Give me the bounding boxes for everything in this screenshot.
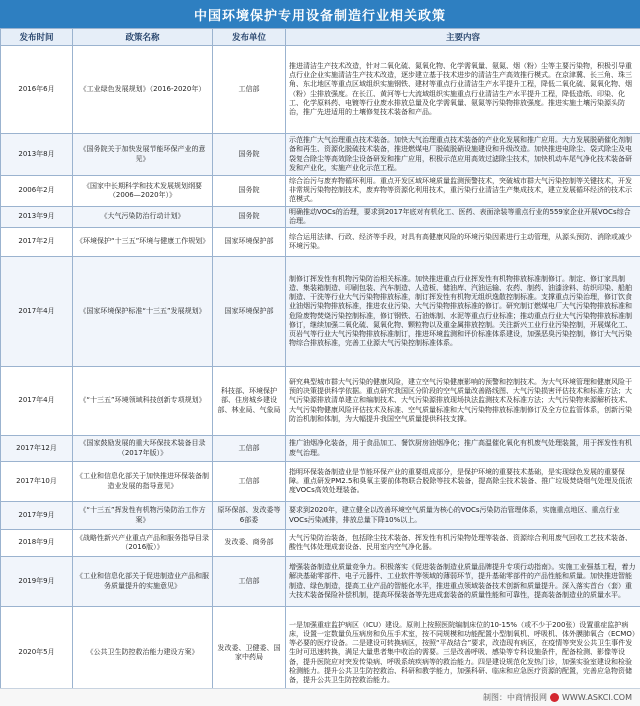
cell-policy-name: 《“十三五”环境领域科技创新专项规划》: [73, 367, 213, 436]
cell-content: 指明环保装备制造业是节能环保产业的重要组成部分，是保护环境的重要技术基础，是实现绿色发展的重要保障。重点研发PM2.5和臭氧主要前体物联合脱除等技术装备，提高除尘技术装备、推广垃圾焚烧烟气处理及低浓度VOCs高效处理装备。: [286, 462, 640, 502]
cell-date: 2006年2月: [1, 176, 73, 207]
cell-content: 研究典型城市群大气污染的健康风险，建立空气污染健康影响的预警和控制技术。为大气环境管理和健康风险干预的决策提供科学依据。重点研究我国区分阶段的空气质量改善路线图、大气污染损害评估技术和标准方法；大气污染源排放清单建立和编制技术、大气污染源排放现场执法监测技术及标准方法；大气污染物来源解析技术、大气污染物健康风险评估技术及标准、空气质量标准和大气污染物排放标准制修订及全方位监管体系，创新污染防治机制和体制，为大幅提升我国空气质量提供科技支撑。: [286, 367, 640, 436]
cell-date: 2017年4月: [1, 257, 73, 367]
table-header-row: [1, 29, 640, 46]
table-row: [1, 502, 640, 530]
cell-content: 推进清洁生产技术改造，针对二氧化硫、氮氧化物、化学需氧量、氨氮、烟（粉）尘等主要污染物，积极引导重点行业企业实施清洁生产技术改造，逐步建立基于技术进步的清洁生产高效推行模式。在京津冀、长三角、珠三角、东北地区等重点区域组织实施钢铁、建材等重点行业清洁生产水平提升工程，降低二氧化硫、氮氧化物、烟（粉）尘排放强度。在长江、黄河等七大流域组织实施重点行业清洁生产水平提升工程，降低造纸、印染、化工、化学原料药、电镀等行业废水排放总量及化学需氧量、氨氮等污染物排放强度。推进实施土壤污染源头防治，推广先进适用的土壤修复技术装备和产品。: [286, 46, 640, 134]
cell-policy-name: 《工业和信息化部关于促进制造业产品和服务质量提升的实施意见》: [73, 557, 213, 607]
cell-policy-name: 《“十三五”挥发性有机物污染防治工作方案》: [73, 502, 213, 530]
col-header-content: 主要内容: [286, 29, 640, 46]
source-site: WWW.ASKCI.COM: [562, 693, 632, 702]
footer: [0, 688, 640, 706]
cell-content: 综合运用法律、行政、经济等手段，对具有高健康风险的环境污染因素进行主动管理，从源头预防、消除或减少环境污染。: [286, 228, 640, 257]
cell-policy-name: 《大气污染防治行动计划》: [73, 206, 213, 227]
table-row: [1, 206, 640, 227]
cell-content: 综合治污与废弃物循环利用。重点开发区域环境质量监测预警技术，突破城市群大气污染控制等关键技术，开发非常规污染物控制技术，废弃物等资源化利用技术，重污染行业清洁生产集成技术，建立发展循环经济的技术示范模式。: [286, 176, 640, 207]
cell-issuer: 工信部: [213, 436, 286, 462]
cell-date: 2016年6月: [1, 46, 73, 134]
cell-policy-name: 《环境保护“十三五”环境与健康工作规划》: [73, 228, 213, 257]
askci-logo-icon: [550, 693, 559, 702]
table-row: [1, 607, 640, 700]
cell-issuer: 国家环境保护部: [213, 257, 286, 367]
cell-content: 制修订挥发性有机物污染防治相关标准。加快推进重点行业挥发性有机物排放标准制修订。制定、修订家具制造、集装箱制造、印刷包装、汽车制造、人造板、储油库、汽油运输、农药、制药、油漆涂料、纺织印染、船舶制造、干洗等行业大气污染物排放标准，制订挥发性有机物无组织逸散控制标准。支撑重点污染治理，修订饮食业油烟污染物排放标准，推进农业污染、大气污染物排放标准的修订。研究制订燃煤电厂大气污染物排放标准和危险废物焚烧污染控制标准，修订钢铁、石油炼制、水泥等重点行业标准；推动重点行业大气污染物排放标准制修订，继续加强二氧化硫、氮氧化物、颗粒物以及重金属排放控制。关注新兴工业行业污染控制，开展煤化工、页岩气等行业大气污染物排放标准制订，推进环境监测和评价标准体系建设，加强恶臭污染控制，修订大气污染物综合排放标准，完善工业源大气污染控制标准体系。: [286, 257, 640, 367]
cell-content: 一是加强重症监护病区（ICU）建设。原则上按照医院编制床位的10-15%（或不少于200张）设置重症监护病床，设置一定数量负压病房和负压手术室，按不同规模和功能配置小型制氧机、呼吸机、体外膜肺氧合（ECMO）等必要的医疗设备。二是建设可转换病区，按照“平战结合”要求，改造现有病区，在疫情等突发公共卫生事件发生时可迅速转换，满足大量患者集中收治的需要。三是改善呼吸、感染等专科设施条件，配备检测、影像等设备，提升医院应对突发传染病、呼吸系统疾病等的救治能力。四是建设规范化发热门诊，加强实验室建设和检验检测能力。提升公共卫生防控救治、科研和教学能力，加强科研、临床和应急医疗资源的配置，完善应急物资储备，提升公共卫生防控救治能力。: [286, 607, 640, 700]
table-row: [1, 257, 640, 367]
cell-date: 2020年5月: [1, 607, 73, 700]
cell-policy-name: 《战略性新兴产业重点产品和服务指导目录（2016版）》: [73, 530, 213, 557]
cell-date: 2017年10月: [1, 462, 73, 502]
cell-content: 要求到2020年，建立健全以改善环境空气质量为核心的VOCs污染防治管理体系，实施重点地区、重点行业VOCs污染减排，排放总量下降10%以上。: [286, 502, 640, 530]
table-row: [1, 134, 640, 176]
cell-issuer: 工信部: [213, 462, 286, 502]
table-row: [1, 228, 640, 257]
page-title: 中国环境保护专用设备制造行业相关政策: [0, 0, 640, 28]
col-header-name: 政策名称: [73, 29, 213, 46]
source-credit: [483, 692, 632, 703]
cell-date: 2013年9月: [1, 206, 73, 227]
cell-date: 2019年9月: [1, 557, 73, 607]
table-row: [1, 530, 640, 557]
cell-content: 推广油烟净化装备，用于食品加工、餐饮厨房油烟净化；推广高温催化氧化有机废气处理装置，用于挥发性有机废气治理。: [286, 436, 640, 462]
cell-issuer: 国务院: [213, 176, 286, 207]
cell-date: 2017年12月: [1, 436, 73, 462]
cell-policy-name: 《国务院关于加快发展节能环保产业的意见》: [73, 134, 213, 176]
cell-issuer: 科技部、环境保护部、住房城乡建设部、林业局、气象局: [213, 367, 286, 436]
cell-content: 大气污染防治装备，包括除尘技术装备、挥发性有机污染物处理等装备、资源综合利用废气回收工艺技术装备、酸性气体处理成套设备、民用室内空气净化器。: [286, 530, 640, 557]
cell-date: 2017年2月: [1, 228, 73, 257]
cell-policy-name: 《国家环境保护标准“十三五”发展规划》: [73, 257, 213, 367]
cell-issuer: 国务院: [213, 206, 286, 227]
table-row: [1, 436, 640, 462]
cell-date: 2013年8月: [1, 134, 73, 176]
table-row: [1, 367, 640, 436]
table-row: [1, 46, 640, 134]
policy-table: [0, 28, 640, 700]
cell-issuer: 工信部: [213, 46, 286, 134]
col-header-unit: 发布单位: [213, 29, 286, 46]
cell-content: 增强装备制造业质量竞争力。积极落实《促进装备制造业质量品牌提升专项行动指南》。实施工业强基工程，着力解决基础零部件、电子元器件、工业软件等领域的薄弱环节，提升基础零部件的产品性能和质量。加快推进智能制造、绿色制造，提高工业产品的智能化水平，推进重点领域装备技术创新和质量提升。深入落实首台（套）重大技术装备保险补偿机制，提高环保装备等先进成套装备的质量性能和可靠性，提高装备制造业的质量水平。: [286, 557, 640, 607]
cell-date: 2017年4月: [1, 367, 73, 436]
cell-issuer: 发改委、卫健委、国家中药局: [213, 607, 286, 700]
cell-policy-name: 《国家中长期科学和技术发展规划纲要（2006—2020年）》: [73, 176, 213, 207]
cell-issuer: 工信部: [213, 557, 286, 607]
table-row: [1, 557, 640, 607]
cell-date: 2018年9月: [1, 530, 73, 557]
cell-issuer: 国家环境保护部: [213, 228, 286, 257]
cell-policy-name: 《公共卫生防控救治能力建设方案》: [73, 607, 213, 700]
cell-issuer: 国务院: [213, 134, 286, 176]
cell-date: 2017年9月: [1, 502, 73, 530]
source-label: 制图：中商情报网: [483, 692, 547, 703]
table-row: [1, 176, 640, 207]
cell-policy-name: 《工业绿色发展规划》（2016-2020年）: [73, 46, 213, 134]
cell-issuer: 原环保部、发改委等6部委: [213, 502, 286, 530]
cell-content: 示范推广大气治理重点技术装备。加快大气治理重点技术装备的产业化发展和推广应用。大力发展脱硝催化剂制备和再生、资源化脱硫技术装备，推进燃煤电厂脱硫脱硝设施建设和升级改造。加快推进电除尘、袋式除尘及电袋复合除尘等高效除尘设备研发和推广应用，积极示范应用高效过滤除尘技术，加快机动车尾气净化技术装备研发和产业化，实施产业化示范工程。: [286, 134, 640, 176]
table-row: [1, 462, 640, 502]
cell-issuer: 发改委、商务部: [213, 530, 286, 557]
cell-policy-name: 《国家鼓励发展的重大环保技术装备目录（2017年版）》: [73, 436, 213, 462]
col-header-date: 发布时间: [1, 29, 73, 46]
cell-policy-name: 《工业和信息化部关于加快推进环保装备制造业发展的指导意见》: [73, 462, 213, 502]
cell-content: 明确推动VOCs的治理，要求到2017年底对有机化工、医药、表面涂装等重点行业的559家企业开展VOCs综合治理。: [286, 206, 640, 227]
